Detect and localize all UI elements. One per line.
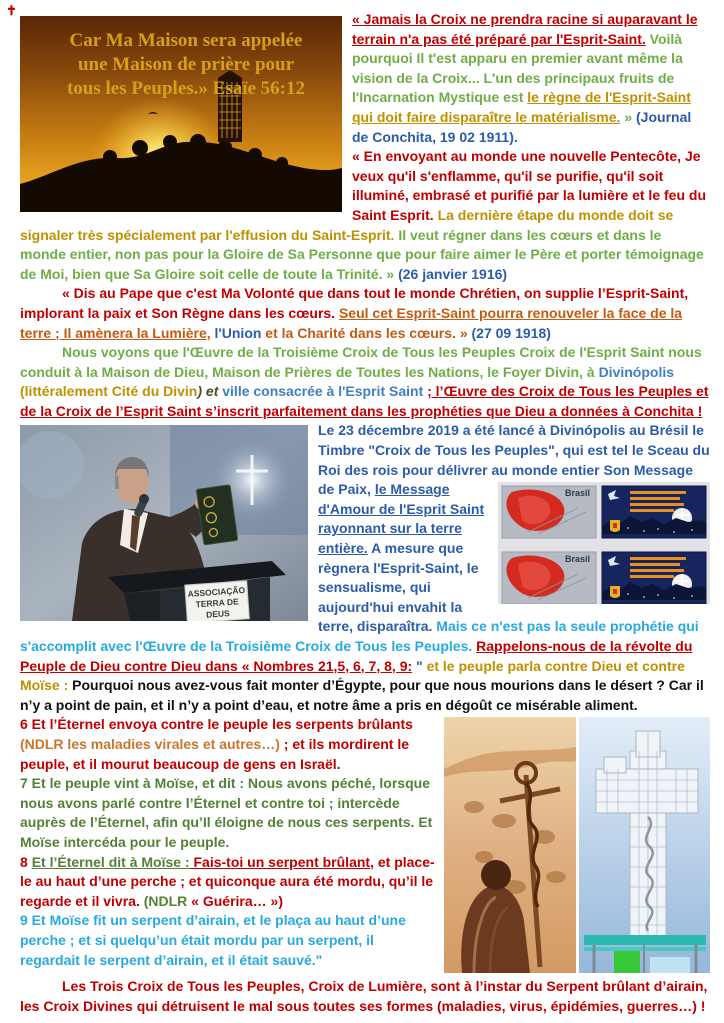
text-23-decembre: Le 23 décembre 2019 a été lancé à Divinópolis au Brésil le Timbre "Croix de Tous les Peuples", qui est tel le Sceau du Roi des rois pour délivrer au monde entier Son Message de Paix,: [318, 422, 710, 498]
podium-sign-line3: DEUS: [205, 608, 231, 621]
quote-jamais-croix: « Jamais la Croix ne prendra racine si auparavant le terrain n'a pas été préparé par l'Esprit-Saint.: [352, 11, 698, 47]
quote-dis-au-pape: « Dis au Pape que c'est Ma Volonté que dans tout le monde Chrétien, on supplie l’Esprit-Saint, implorant la paix et Son Règne dans les cœurs.: [20, 285, 689, 321]
verse8-eternel-dit: Et l’Éternel dit à Moïse :: [31, 853, 190, 870]
text-ville-consacree: ville consacrée à l'Esprit Saint: [222, 383, 428, 400]
verse7-peuple-moise: 7 Et le peuple vint à Moïse, et dit : Nous avons péché, lorsque nous avons parlé contre l’Éternel et contre toi ; intercède auprès de l’Éternel, afin qu’Il éloigne de nous ces serpents. Et Moïse intercéda pour le peuple.: [20, 775, 433, 850]
stamp-night-cross: [602, 486, 706, 538]
text-oeuvre-propheties: ; l’Œuvre des Croix de Tous les Peuples et de la Croix de l’Esprit Saint s’inscrit parfaitement dans les prophéties que Dieu a données à Conchita !: [20, 383, 709, 419]
lattice-cross-render: [579, 717, 710, 973]
quote-charite-coeurs: et la Charité dans les cœurs. »: [261, 324, 472, 341]
text-a-mesure: A mesure que règnera l'Esprit-Saint, le sensualisme, qui aujourd'hui envahit la terre, disparaîtra.: [318, 540, 479, 635]
quote-il-veut-regner: Il veut régner dans les cœurs et dans le monde entier, non pas pour la Gloire de Sa Personne que pour faire aimer le Père et porter témoignage de Moi, bien que Sa Gloire soit celle de toute la Trinité. »: [20, 226, 704, 282]
verse8-number: 8: [20, 853, 32, 870]
text-pourquoi-egypte: Pourquoi nous avez-vous fait monter d’Égypte, pour que nous mourions dans le désert ? Car il n’y a point de pain, et il n’y a point d’eau, et notre âme a pris en dégoût ce misérable aliment.: [20, 677, 704, 713]
serpent-cross-illustration: [444, 717, 710, 973]
section-middle: [20, 421, 710, 715]
citation-journal-conchita: (Journal de Conchita, 19 02 1911).: [352, 108, 692, 145]
text-et-connector: ) et: [197, 383, 223, 400]
podium-sign-line2: TERRA DE: [195, 596, 240, 610]
quote-nouvelle-pentecote: « En envoyant au monde une nouvelle Pentecôte, Je veux qu'il s'enflamme, qu'il se purifie, qu'il soit illuminé, embrasé et purifié par la lumière et le feu du Saint Esprit.: [352, 148, 706, 223]
word-union: l'Union: [214, 324, 262, 341]
stamp-flag-heart: [502, 486, 596, 538]
paragraph-dis-au-pape: [20, 284, 710, 343]
text-nous-voyons: Nous voyons que l'Œuvre de la Troisième Croix de Tous les Peuples Croix de l'Esprit Saint nous conduit à la Maison de Dieu, Maison de Prières de Toutes les Nations, le Foyer Divin, à: [20, 344, 702, 380]
stamps-illustration: [498, 482, 710, 604]
sunset-temple-image: [20, 16, 342, 212]
hero-caption-line3: tous les Peuples.» Esaïe 56:12: [66, 78, 306, 99]
desert-serpent-painting: [444, 717, 576, 973]
word-divinopolis: Divinópolis: [598, 363, 675, 380]
serpent-and-cross-image: [444, 717, 710, 973]
text-rappelons-nombres: Rappelons-nous de la révolte du Peuple de Dieu contre Dieu dans « Nombres 21,5, 6, 7, 8, 9:: [20, 638, 693, 674]
verse6-mordirent: ; et ils mordirent le peuple, et il mourut beaucoup de gens en Israël.: [20, 735, 410, 772]
corner-cross-icon: ✝: [6, 3, 17, 18]
hero-caption-line2: une Maison de prière pour: [77, 54, 295, 75]
verse8-ndlr-open: (NDLR: [143, 892, 192, 909]
text-peuple-parla: et le peuple parla contre Dieu et contre Moïse :: [20, 657, 685, 694]
paragraph-conclusion: [20, 975, 710, 1016]
section-top: [20, 10, 710, 284]
hero-caption: [67, 30, 305, 99]
text-message-amour: le Message d'Amour de l'Esprit Saint rayonnant sur la terre entière.: [318, 481, 485, 557]
verse8-place-le: , et place-le au haut d’une perche ; et quiconque aura été mordu, qu’il le regarde et il vivra.: [20, 853, 435, 909]
quote-voila-pourquoi: Voilà pourquoi Il t'est apparu en premier avant même la vision de la Croix... L'un des principaux fruits de l'Incarnation Mystique est: [352, 30, 683, 106]
papal-shield-icon: [610, 520, 620, 532]
text-cite-du-divin: (littéralement Cité du Divin: [20, 383, 198, 400]
text-trois-croix-conclusion: Les Trois Croix de Tous les Peuples, Croix de Lumière, sont à l’instar du Serpent brûlant d’airain, les Croix Divines qui détruisent le mal sous toutes ses formes (maladies, virus, épidémies, guerres…) !: [20, 978, 708, 1014]
verse9-serpent-airain: 9 Et Moïse fit un serpent d’airain, et le plaça au haut d’une perche ; et si quelqu’un était mordu par un serpent, il regardait le serpent d’airain, et il était sauvé.": [20, 912, 406, 968]
quote-derniere-etape: La dernière étape du monde doit se signaler très spécialement par l'effusion du Saint-Esprit.: [20, 206, 674, 243]
text-mais-prophetie: Mais ce n'est pas la seule prophétie qui s'accomplit avec l'Œuvre de la Troisième Croix de Tous les Peuples.: [20, 618, 699, 654]
hero-caption-line1: Car Ma Maison sera appelée: [69, 30, 303, 51]
verse8-fais-toi-serpent: Fais-toi un serpent brûlant: [189, 853, 371, 870]
verse6-ndlr-maladies: (NDLR les maladies virales et autres…): [20, 735, 280, 752]
paragraph-nous-voyons: [20, 343, 710, 421]
citation-27-09-1918: (27 09 1918): [471, 324, 551, 341]
quote-seul-esprit-saint: Seul cet Esprit-Saint pourra renouveler la face de la terre ; Il amènera la Lumière: [20, 304, 683, 341]
stamps-image: [498, 482, 710, 604]
green-book: [196, 485, 237, 545]
stamp-row: [502, 486, 706, 538]
text-open-quote: ": [412, 657, 427, 674]
quote-regne-esprit: le règne de l'Esprit-Saint qui doit faire disparaître le matérialisme.: [352, 89, 691, 125]
speaker-photo-illustration: [20, 425, 308, 621]
podium-sign-line1: ASSOCIAÇÃO: [187, 585, 246, 600]
sunset-temple-illustration: [20, 16, 342, 212]
stamp-brasil-label: Brasil: [564, 488, 590, 499]
section-verses: [20, 715, 710, 970]
quote-close-mark: »: [620, 108, 637, 125]
verse6-serpents-brulants: 6 Et l’Éternel envoya contre le peuple les serpents brûlants: [20, 716, 413, 733]
comma-separator: ,: [206, 324, 215, 341]
citation-26-janvier-1916: (26 janvier 1916): [398, 265, 508, 282]
speaker-photo: [20, 425, 308, 621]
verse8-guerira: « Guérira… »): [191, 892, 283, 909]
